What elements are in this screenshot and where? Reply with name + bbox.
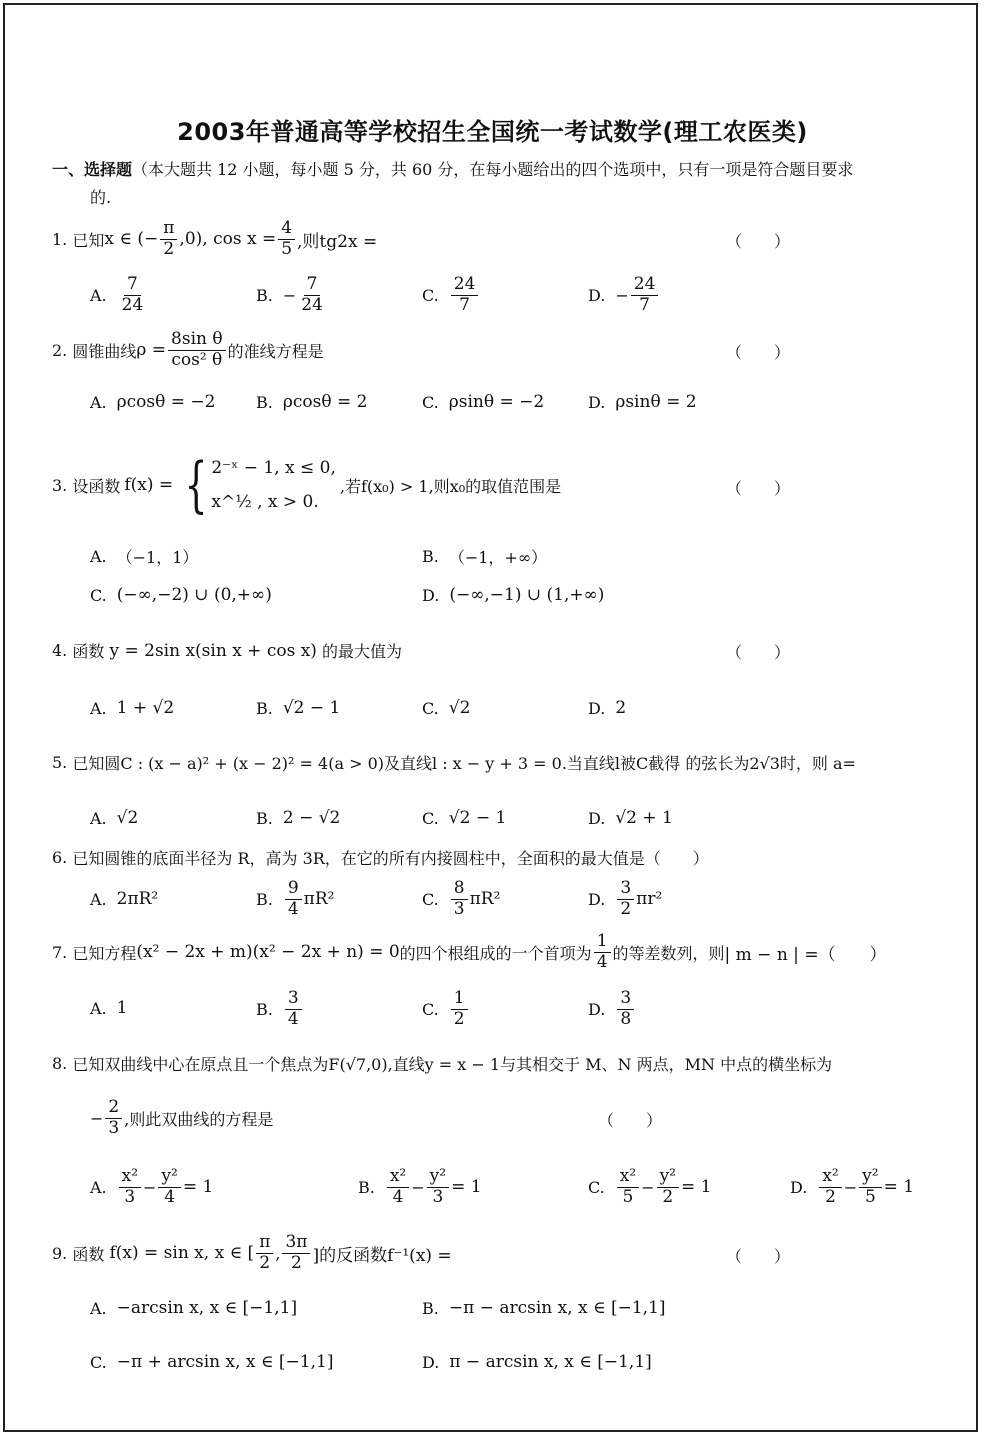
- option-2a[interactable]: A. ρcosθ = −2: [90, 392, 216, 412]
- option-5c[interactable]: C. √2 − 1: [422, 808, 507, 828]
- option-5a[interactable]: A. √2: [90, 808, 139, 828]
- option-1b[interactable]: B. − $\frac{7}{24}$: [256, 273, 323, 315]
- section-heading-line2: 的.: [90, 188, 112, 207]
- option-9a[interactable]: A. −arcsin x, x ∈ [−1,1]: [90, 1298, 298, 1318]
- option-6b[interactable]: B. $\frac{9}{4}$ πR²: [256, 877, 335, 919]
- section-note: （本大题共 12 小题，每小题 5 分，共 60 分，在每小题给出的四个选项中，只有一项是符合题目要求: [132, 160, 854, 179]
- question-1: [52, 216, 377, 262]
- question-prefix: 已知: [72, 230, 105, 250]
- option-9d[interactable]: D. π − arcsin x, x ∈ [−1,1]: [422, 1352, 652, 1372]
- question-2: 2. 圆锥曲线 ρ = $\frac{\text{8sin θ}}{\text{cos² θ}}$ 的准线方程是: [52, 328, 324, 370]
- section-heading: 一、选择题: [52, 160, 133, 179]
- option-6d[interactable]: D. $\frac{3}{2}$ πr²: [588, 877, 663, 919]
- option-4a[interactable]: A. 1 + √2: [90, 698, 175, 718]
- question-5: 5. 已知圆C : (x − a)² + (x − 2)² = 4(a > 0)及直线l : x − y + 3 = 0.当直线l被C截得 的弦长为2√3时，则 a=: [52, 753, 856, 773]
- question-6: 6. 已知圆锥的底面半径为 R，高为 3R，在它的所有内接圆柱中，全面积的最大值是（ ）: [52, 848, 709, 868]
- question-8: 8. 已知双曲线中心在原点且一个焦点为F(√7,0),直线y = x − 1与其相交于 M、N 两点，MN 中点的横坐标为: [52, 1054, 833, 1074]
- option-5b[interactable]: B. 2 − √2: [256, 808, 341, 828]
- option-9b[interactable]: B. −π − arcsin x, x ∈ [−1,1]: [422, 1298, 666, 1318]
- option-8d[interactable]: D. $\frac{\text{x²}}{2}$ − $\frac{\text{y²}}{5}$ = 1: [790, 1165, 915, 1207]
- answer-blank[interactable]: （ ）: [726, 1247, 791, 1266]
- option-3d[interactable]: D. (−∞,−1) ∪ (1,+∞): [422, 585, 605, 605]
- question-7: 7. 已知方程 (x² − 2x + m)(x² − 2x + n) = 0 的四个根组成的一个首项为 $\frac{1}{4}$ 的等差数列，则 | m − n | =（ ）: [52, 930, 887, 972]
- option-7d[interactable]: D. $\frac{3}{8}$: [588, 984, 636, 1034]
- option-7b[interactable]: B. $\frac{3}{4}$: [256, 984, 304, 1034]
- option-6c[interactable]: C. $\frac{8}{3}$ πR²: [422, 877, 501, 919]
- question-3: 3. 设函数 f(x) = { 2⁻ˣ − 1, x ≤ 0, x^½ , x > 0. ,若f(x₀) > 1,则x₀的取值范围是: [52, 450, 562, 520]
- option-4d[interactable]: D. 2: [588, 698, 627, 718]
- option-4b[interactable]: B. √2 − 1: [256, 698, 341, 718]
- answer-blank[interactable]: （ ）: [726, 343, 791, 362]
- fraction: $\frac{4}{5}$: [278, 220, 295, 259]
- option-3b[interactable]: B. （−1，+∞）: [422, 547, 548, 567]
- option-8b[interactable]: B. $\frac{\text{x²}}{4}$ − $\frac{\text{y²}}{3}$ = 1: [358, 1165, 482, 1207]
- question-8-cont: − $\frac{2}{3}$ ,则此双曲线的方程是: [90, 1096, 274, 1138]
- answer-blank[interactable]: （ ）: [726, 479, 791, 498]
- piecewise-function: { 2⁻ˣ − 1, x ≤ 0, x^½ , x > 0.: [184, 450, 336, 520]
- option-1d[interactable]: D. − $\frac{24}{7}$: [588, 270, 660, 320]
- option-8a[interactable]: A. $\frac{\text{x²}}{3}$ − $\frac{\text{y²}}{4}$ = 1: [90, 1165, 214, 1207]
- question-expr: x ∈ (−: [104, 229, 159, 249]
- answer-blank[interactable]: （ ）: [726, 232, 791, 251]
- answer-blank[interactable]: （ ）: [598, 1111, 663, 1130]
- option-6a[interactable]: A. 2πR²: [90, 889, 159, 909]
- option-2c[interactable]: C. ρsinθ = −2: [422, 392, 545, 412]
- option-3a[interactable]: A. （−1，1）: [90, 547, 199, 567]
- fraction: $\frac{3\pi}{2}$: [282, 1234, 310, 1273]
- option-1c[interactable]: C. $\frac{24}{7}$: [422, 270, 480, 320]
- option-9c[interactable]: C. −π + arcsin x, x ∈ [−1,1]: [90, 1352, 334, 1372]
- option-2b[interactable]: B. ρcosθ = 2: [256, 392, 368, 412]
- option-7c[interactable]: C. $\frac{1}{2}$: [422, 984, 470, 1034]
- fraction: $\frac{2}{3}$: [105, 1099, 122, 1138]
- section-heading-line1: [52, 156, 853, 184]
- option-2d[interactable]: D. ρsinθ = 2: [588, 392, 697, 412]
- question-expr: ,则tg2x =: [297, 231, 378, 252]
- question-expr: ,0), cos x =: [179, 229, 277, 249]
- fraction: $\frac{\text{8sin θ}}{\text{cos² θ}}$: [168, 331, 226, 370]
- option-3c[interactable]: C. (−∞,−2) ∪ (0,+∞): [90, 585, 272, 605]
- question-number: 1.: [52, 229, 68, 249]
- question-9: 9. 函数 f(x) = sin x, x ∈ [ $\frac{\pi}{2}$ , $\frac{3\pi}{2}$ ]的反函数f⁻¹(x) =: [52, 1231, 452, 1273]
- option-4c[interactable]: C. √2: [422, 698, 471, 718]
- page-title: 2003年普通高等学校招生全国统一考试数学(理工农医类): [177, 118, 808, 146]
- option-5d[interactable]: D. √2 + 1: [588, 808, 673, 828]
- question-4: 4. 函数 y = 2sin x(sin x + cos x) 的最大值为: [52, 640, 403, 661]
- answer-blank[interactable]: （ ）: [726, 643, 791, 662]
- fraction: $\frac{\pi}{2}$: [160, 220, 177, 259]
- option-8c[interactable]: C. $\frac{\text{x²}}{5}$ − $\frac{\text{y²}}{2}$ = 1: [588, 1165, 712, 1207]
- option-7a[interactable]: A. 1: [90, 998, 128, 1018]
- fraction: $\frac{\pi}{2}$: [256, 1234, 273, 1273]
- option-1a[interactable]: A. $\frac{7}{24}$: [90, 273, 144, 315]
- fraction: $\frac{1}{4}$: [594, 933, 611, 972]
